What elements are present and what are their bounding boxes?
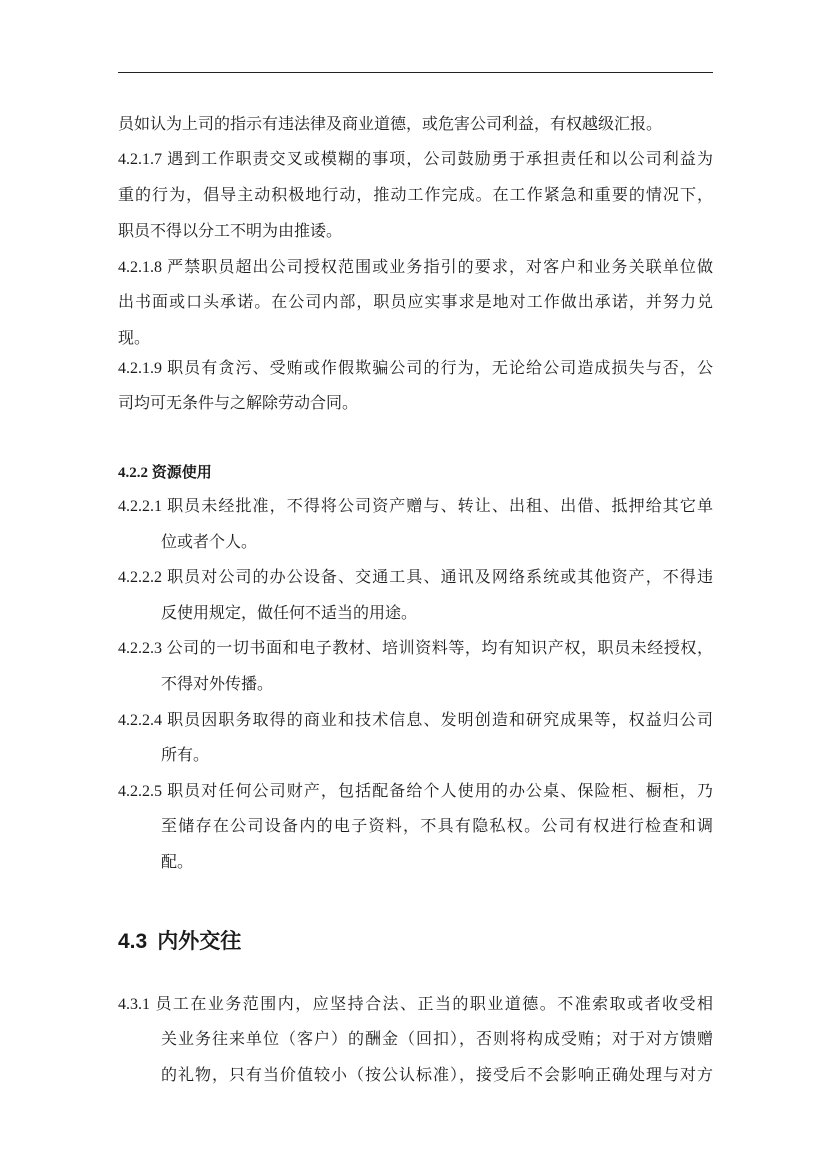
paragraph-line: 司均可无条件与之解除劳动合同。 bbox=[118, 395, 359, 412]
paragraph-line: 出书面或口头承诺。在公司内部，职员应实事求是地对工作做出承诺，并努力兑 bbox=[118, 294, 713, 311]
paragraph-line: 所有。 bbox=[161, 747, 210, 764]
paragraph-line: 4.3.1 员工在业务范围内，应坚持合法、正当的职业道德。不准索取或者收受相 bbox=[118, 996, 713, 1013]
paragraph-line: 4.2.1.7 遇到工作职责交叉或模糊的事项，公司鼓励勇于承担责任和以公司利益为 bbox=[118, 151, 713, 168]
paragraph-line: 职员不得以分工不明为由推诿。 bbox=[118, 223, 343, 240]
section-title: 内外交往 bbox=[157, 930, 242, 953]
paragraph-line: 4.2.2.1 职员未经批准，不得将公司资产赠与、转让、出租、出借、抵押给其它单 bbox=[118, 498, 713, 515]
subsection-heading: 4.2.2 资源使用 bbox=[118, 465, 212, 481]
paragraph-line: 的礼物，只有当价值较小（按公认标准），接受后不会影响正确处理与对方 bbox=[161, 1067, 713, 1084]
paragraph-line: 配。 bbox=[161, 854, 194, 871]
paragraph-line: 至储存在公司设备内的电子资料，不具有隐私权。公司有权进行检查和调 bbox=[161, 818, 713, 835]
section-heading bbox=[118, 929, 241, 955]
paragraph-line: 不得对外传播。 bbox=[161, 676, 274, 693]
header-rule bbox=[118, 72, 713, 73]
paragraph-line: 员如认为上司的指示有违法律及商业道德，或危害公司利益，有权越级汇报。 bbox=[118, 116, 663, 133]
paragraph-line: 4.2.1.9 职员有贪污、受贿或作假欺骗公司的行为，无论给公司造成损失与否，公 bbox=[118, 360, 713, 377]
paragraph-line: 4.2.2.3 公司的一切书面和电子教材、培训资料等，均有知识产权，职员未经授权， bbox=[118, 640, 713, 657]
paragraph-line: 4.2.2.5 职员对任何公司财产，包括配备给个人使用的办公桌、保险柜、橱柜，乃 bbox=[118, 783, 713, 800]
paragraph-line: 现。 bbox=[118, 330, 151, 347]
paragraph-line: 重的行为，倡导主动积极地行动，推动工作完成。在工作紧急和重要的情况下， bbox=[118, 187, 713, 204]
paragraph-line: 反使用规定，做任何不适当的用途。 bbox=[161, 605, 418, 622]
paragraph-line: 位或者个人。 bbox=[161, 534, 258, 551]
paragraph-line: 4.2.1.8 严禁职员超出公司授权范围或业务指引的要求，对客户和业务关联单位做 bbox=[118, 259, 713, 276]
paragraph-line: 4.2.2.2 职员对公司的办公设备、交通工具、通讯及网络系统或其他资产，不得违 bbox=[118, 569, 713, 586]
paragraph-line: 关业务往来单位（客户）的酬金（回扣），否则将构成受贿；对于对方馈赠 bbox=[161, 1031, 713, 1048]
section-number: 4.3 bbox=[118, 930, 148, 953]
paragraph-line: 4.2.2.4 职员因职务取得的商业和技术信息、发明创造和研究成果等，权益归公司 bbox=[118, 712, 713, 729]
